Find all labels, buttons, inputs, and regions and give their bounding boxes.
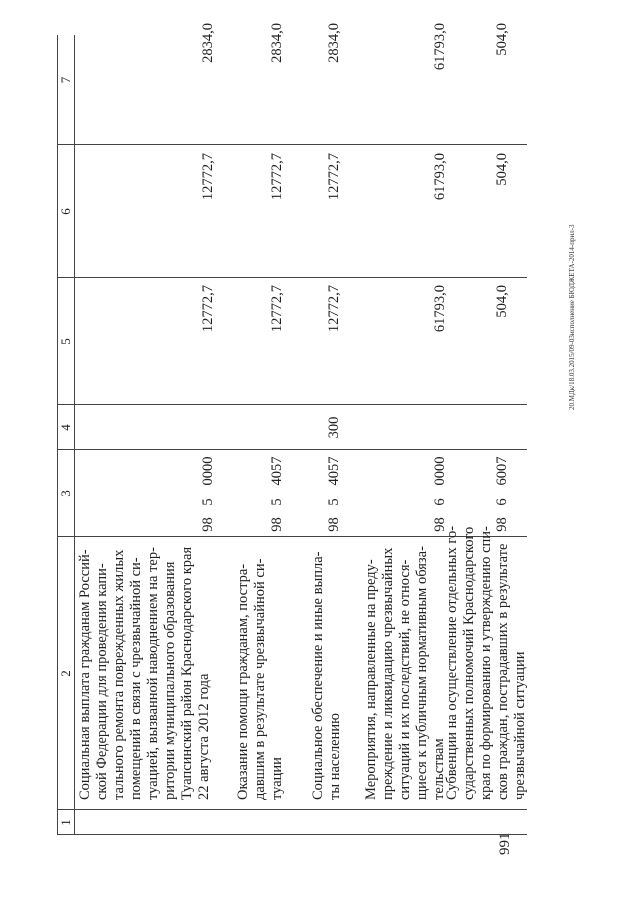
rotated-document-page (57, 23, 528, 855)
row-4-col-7: 61793,0 (432, 23, 448, 71)
header-col-6: 6 (58, 208, 73, 215)
header-col-7: 7 (58, 76, 73, 84)
header-col-8 (57, 0, 74, 15)
header-bottom-border (74, 35, 75, 835)
row-2-code-3: 4057 (269, 456, 285, 486)
column-divider (57, 834, 527, 835)
header-col-5: 5 (58, 338, 73, 345)
row-3-code-1: 98 (326, 517, 342, 532)
column-divider (57, 404, 527, 405)
column-divider (57, 144, 527, 145)
row-1-description: Социальная выплата гражданам Россий- ской Федерации для проведения капи- тального ремонта поврежденных жилых помещений в связи с чрезвычайной си- туацией, вызванной наводнением на тер- ритории муниципального образования Туапсинский район Краснодарского края 22 августа 2012 года (77, 546, 212, 800)
row-5-col-8 (494, 0, 510, 15)
header-col-1: 1 (58, 819, 73, 826)
table-top-border (57, 35, 58, 835)
row-3-col-4: 300 (326, 416, 342, 439)
page-number: 991 (497, 832, 513, 855)
row-4-col-8 (432, 0, 448, 15)
row-3-code-2: 5 (326, 498, 342, 506)
row-4-description: Мероприятия, направленные на преду- преждение и ликвидацию чрезвычайных ситуаций и их последствий, не относя- щиеся к публичным нормативным обяза- тельствам (363, 546, 447, 800)
row-5-col-6: 504,0 (494, 153, 510, 186)
header-col-3: 3 (58, 490, 73, 497)
row-2-col-8 (269, 0, 285, 15)
row-5-code-3: 6007 (494, 456, 510, 486)
row-5-code-1: 98 (494, 517, 510, 532)
row-1-col-7: 2834,0 (200, 23, 216, 63)
column-divider (57, 449, 527, 450)
row-4-code-2: 6 (432, 498, 448, 506)
row-3-description: Социальное обеспечение и иные выпла- ты населению (310, 551, 343, 800)
budget-table (57, 23, 528, 835)
column-divider (57, 277, 527, 278)
row-2-code-2: 5 (269, 498, 285, 506)
row-5-col-5: 504,0 (494, 285, 510, 318)
row-1-code-1: 98 (200, 517, 216, 532)
row-1-code-3: 0000 (200, 456, 216, 486)
row-2-description: Оказание помощи гражданам, постра- давшим в результате чрезвычайной си- туации (235, 558, 285, 800)
row-3-col-6: 12772,7 (326, 153, 342, 201)
row-1-col-6: 12772,7 (200, 153, 216, 201)
row-1-code-2: 5 (200, 498, 216, 506)
row-4-col-5: 61793,0 (432, 285, 448, 333)
row-5-col-7: 504,0 (494, 23, 510, 56)
row-3-code-3: 4057 (326, 456, 342, 486)
row-4-code-1: 98 (432, 517, 448, 532)
footer-note: 20.МДк/18.03.2015/09-03исполнение БЮДЖЕТА-2014-прил-3 (568, 224, 576, 410)
row-2-code-1: 98 (269, 517, 285, 532)
row-3-col-5: 12772,7 (326, 285, 342, 333)
row-3-col-8 (326, 0, 342, 15)
row-3-col-7: 2834,0 (326, 23, 342, 63)
row-1-col-5: 12772,7 (200, 285, 216, 333)
header-col-4: 4 (58, 424, 73, 431)
header-col-2: 2 (58, 670, 73, 677)
row-2-col-7: 2834,0 (269, 23, 285, 63)
row-2-col-6: 12772,7 (269, 153, 285, 201)
row-4-code-3: 0000 (432, 456, 448, 486)
column-divider (57, 809, 527, 810)
row-5-code-2: 6 (494, 498, 510, 506)
row-5-description: Субвенции на осуществление отдельных го- сударственных полномочий Краснодарского края по формированию и утверждению спи- сков граждан, пострадавших в результате чрезвычайной ситуации (444, 525, 528, 800)
footer-note-container (566, 30, 578, 410)
row-1-col-8 (200, 0, 216, 15)
row-2-col-5: 12772,7 (269, 285, 285, 333)
row-4-col-6: 61793,0 (432, 153, 448, 201)
